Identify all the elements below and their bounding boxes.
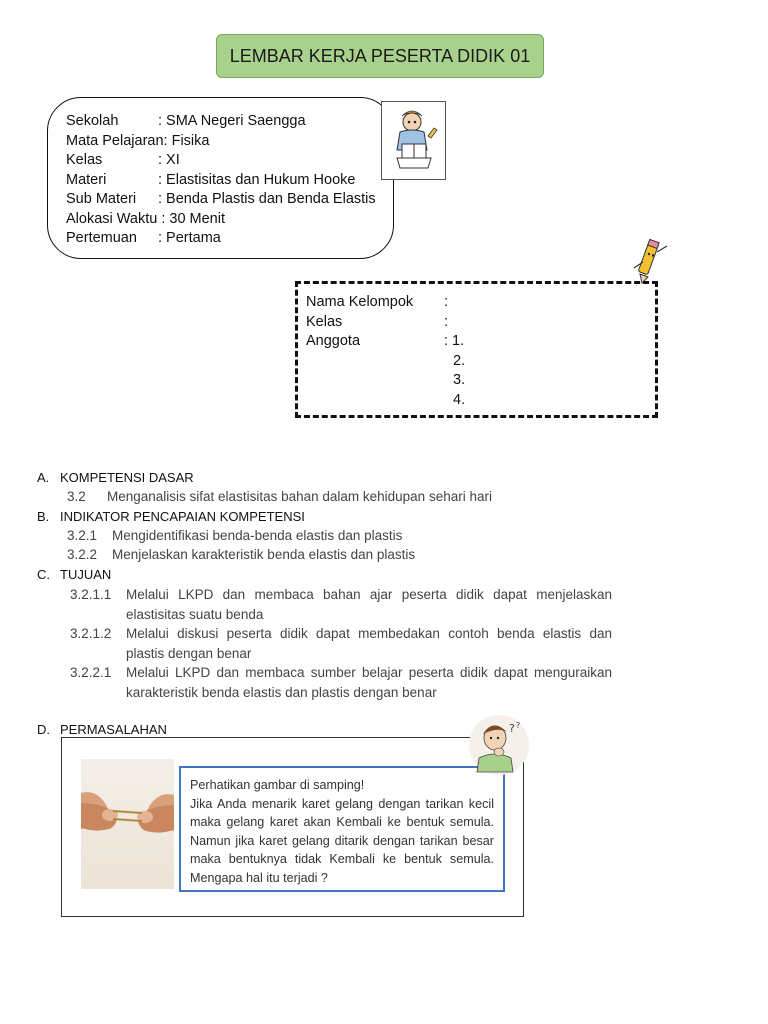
page-title [216,34,544,78]
section-title: PERMASALAHAN [60,722,167,737]
group-label [306,352,444,372]
group-list [306,293,465,410]
identity-value: : Fisika [163,132,210,149]
reading-character-icon [382,102,445,179]
identity-value: : Pertama [158,230,221,246]
identity-label: Pertemuan [66,230,137,246]
item-number: 3.2.1 [67,528,98,543]
section-title: KOMPETENSI DASAR [60,470,194,485]
svg-text:?: ? [509,722,515,735]
identity-row [66,112,376,132]
indikator-item [67,528,402,543]
identity-label: Materi [66,171,107,188]
section-d-heading [37,722,167,737]
item-number: 3.2 [67,489,86,504]
group-label: Kelas [306,313,343,330]
problem-text-box [179,766,505,892]
identity-value: : XI [158,152,180,168]
section-title: INDIKATOR PENCAPAIAN KOMPETENSI [60,509,305,524]
identity-row [66,210,376,230]
identity-list [66,112,376,249]
group-value[interactable]: 2. [453,352,466,369]
section-letter: C. [37,567,50,582]
thinking-boy-image [465,714,533,776]
identity-label: Mata Pelajaran [66,132,164,149]
item-number: 3.2.1.1 [70,587,112,602]
identity-value: : Elastisitas dan Hukum Hooke [158,171,356,188]
item-number: 3.2.1.2 [70,626,112,641]
group-value[interactable]: : [444,294,449,310]
group-label [306,371,444,391]
identity-value: : Benda Plastis dan Benda Elastis [158,191,376,207]
thinking-boy-icon [465,714,533,776]
group-value[interactable]: 4. [453,391,466,408]
item-text: Menganalisis sifat elastisitas bahan dalam kehidupan sehari hari [107,489,492,504]
identity-row [66,190,376,210]
page-title-text: LEMBAR KERJA PESERTA DIDIK 01 [229,45,531,66]
item-number: 3.2.2.1 [70,665,112,680]
indikator-item [67,547,415,562]
item-text: Melalui LKPD dan membaca sumber belajar peserta didik dapat menguraikan karakteristik benda elastis dan plastis dengan benar [126,665,612,700]
section-letter: A. [37,470,50,485]
reading-character-image [381,101,446,180]
tujuan-item [70,663,612,702]
problem-body: Jika Anda menarik karet gelang dengan tarikan kecil maka gelang karet akan Kembali ke bentuk semula. Namun jika karet gelang ditarik dengan tarikan besar maka bentuknya tidak Kembali ke bentuk semula. Mengapa hal itu terjadi ? [190,796,494,885]
identity-label: Alokasi Waktu [66,210,158,227]
group-row [306,332,465,352]
svg-text:?: ? [516,721,521,730]
identity-row [66,151,376,171]
section-letter: B. [37,509,50,524]
section-c-heading [37,567,111,582]
group-row [306,313,465,333]
group-label: Nama Kelompok [306,294,414,310]
item-text: Melalui LKPD dan membaca bahan ajar peserta didik dapat menjelaskan elastisitas suatu benda [126,587,612,622]
group-row [306,293,465,313]
rubber-band-photo [81,759,174,889]
rubber-band-hands-icon [81,759,174,889]
tujuan-item [70,624,612,663]
group-label: Anggota [306,333,361,349]
item-text: Mengidentifikasi benda-benda elastis dan plastis [112,528,403,543]
group-value[interactable]: 3. [453,372,466,388]
identity-value: : 30 Menit [161,210,225,227]
section-a-heading [37,470,194,485]
group-value[interactable]: : 1. [444,333,465,349]
kompetensi-item [67,489,492,504]
item-text: Melalui diskusi peserta didik dapat membedakan contoh benda elastis dan plastis dengan benar [126,626,612,661]
item-number: 3.2.2 [67,547,98,562]
identity-row [66,132,376,152]
tujuan-item [70,585,612,624]
pencil-icon [631,238,671,284]
group-row [306,391,465,411]
problem-instruction: Perhatikan gambar di samping! [190,778,365,792]
group-row [306,352,465,372]
group-label [306,391,444,411]
item-text: Menjelaskan karakteristik benda elastis dan plastis [112,547,416,562]
section-b-heading [37,509,305,524]
group-value[interactable]: : [444,313,449,330]
section-title: TUJUAN [60,567,112,582]
pencil-character-image [631,238,671,284]
identity-label: Sekolah [66,113,119,129]
identity-label: Sub Materi [66,191,137,207]
identity-row [66,171,376,191]
group-row [306,371,465,391]
identity-row [66,229,376,249]
identity-value: : SMA Negeri Saengga [158,113,306,129]
identity-label: Kelas [66,152,103,168]
section-letter: D. [37,722,50,737]
